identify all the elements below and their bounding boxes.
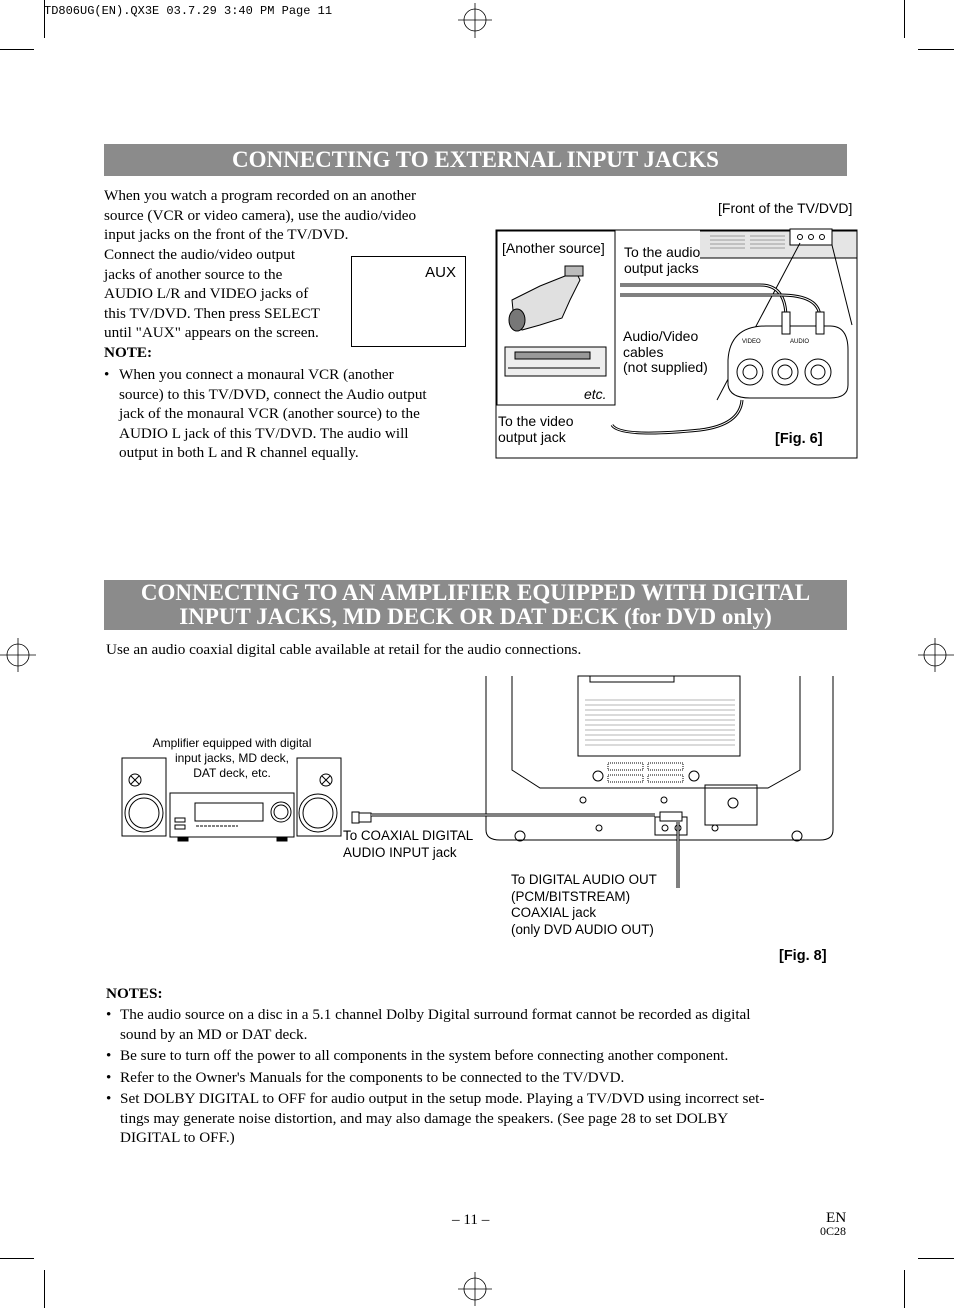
intro-paragraph: When you watch a program recorded on an another source (VCR or video camera), use the audio/video input jacks on the front of the TV/DVD. [104,187,417,243]
file-slug: TD806UG(EN).QX3E 03.7.29 3:40 PM Page 11 [44,4,333,18]
note-item-4: Set DOLBY DIGITAL to OFF for audio output in the setup mode. Playing a TV/DVD using incorrect set- tings may generate noise distortion, and may also damage the speakers. (See page 28 to set DOLBY DIGITAL to OFF.) [120,1090,765,1146]
digital-audio-out-label: To DIGITAL AUDIO OUT (PCM/BITSTREAM) COAXIAL jack (only DVD AUDIO OUT) [511,872,657,937]
notes-bullet: • [106,1006,112,1023]
jack-audio-label: AUDIO [790,339,810,345]
note-text: When you connect a monaural VCR (another source) to this TV/DVD, connect the Audio output jack of the monaural VCR (another source) to the AUDIO L jack of this TV/DVD. The audio will output in both L and R channel equally. [119,366,427,461]
fig6-label: [Fig. 6] [775,431,823,447]
connect-paragraph: Connect the audio/video output jacks of another source to the AUDIO L/R and VIDEO jacks of this TV/DVD. Then press SELECT until "AUX" appears on the screen. [104,246,320,341]
another-source-label: [Another source] [502,240,605,256]
note-item-3: Refer to the Owner's Manuals for the components to be connected to the TV/DVD. [120,1069,625,1086]
note-item-1: The audio source on a disc in a 5.1 channel Dolby Digital surround format cannot be recorded as digital sound by an MD or DAT deck. [120,1006,751,1043]
notes-bullet: • [106,1047,112,1064]
video-output-label: To the video output jack [498,413,574,445]
notes-heading: NOTES: [106,985,163,1002]
page-number: – 11 – [452,1211,490,1228]
amplifier-intro: Use an audio coaxial digital cable available at retail for the audio connections. [106,641,582,658]
av-cables-label: Audio/Video cables (not supplied) [623,328,708,375]
aux-screen-text: AUX [425,264,456,281]
amplifier-label: Amplifier equipped with digital input jacks, MD deck, DAT deck, etc. [152,736,312,780]
language-code: EN [826,1209,847,1226]
coaxial-input-label: To COAXIAL DIGITAL AUDIO INPUT jack [343,828,474,860]
audio-output-label: To the audio output jacks [624,244,701,276]
etc-label: etc. [584,386,607,402]
jack-video-label: VIDEO [742,339,761,345]
section-title-amplifier: CONNECTING TO AN AMPLIFIER EQUIPPED WITH DIGITAL INPUT JACKS, MD DECK OR DAT DECK (for DVD only) [104,580,847,630]
note-bullet: • [104,366,110,383]
print-code: 0C28 [820,1224,847,1238]
front-of-tv-label: [Front of the TV/DVD] [718,200,853,216]
notes-bullet: • [106,1069,112,1086]
fig8-label: [Fig. 8] [779,948,827,964]
notes-bullet: • [106,1090,112,1107]
note-heading: NOTE: [104,344,153,361]
note-item-2: Be sure to turn off the power to all components in the system before connecting another component. [120,1047,729,1064]
section-title-external-input: CONNECTING TO EXTERNAL INPUT JACKS [104,144,847,176]
